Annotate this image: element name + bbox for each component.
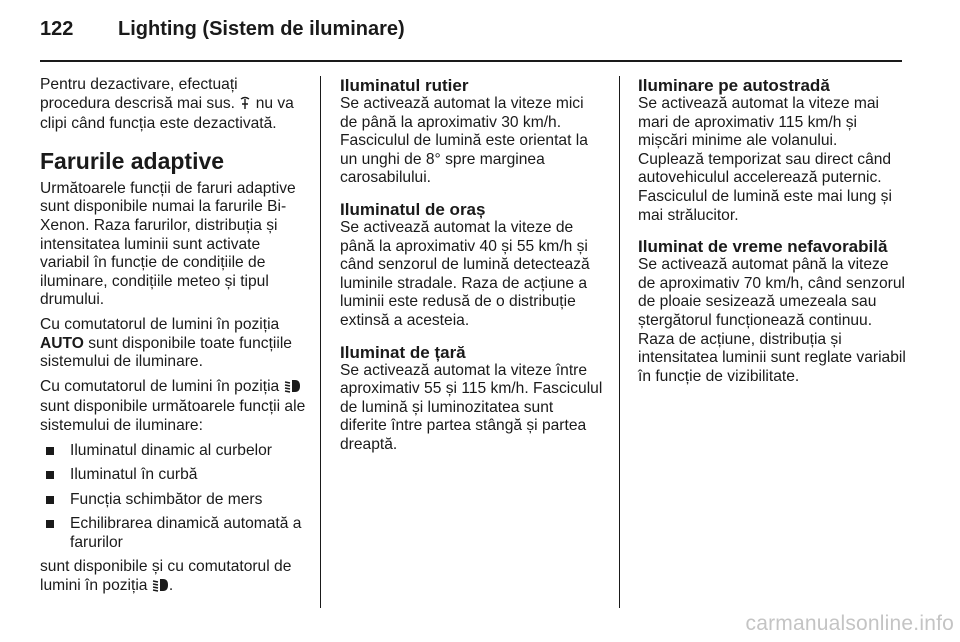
paragraph-country-lighting: Se activează automat la viteze între aproximativ 55 și 115 km/h. Fasciculul de lumină și luminozitatea sunt diferite între partea stângă și partea dreaptă. <box>340 361 603 453</box>
watermark: carmanualsonline.info <box>745 612 954 635</box>
page-number: 122 <box>40 18 74 40</box>
low-beam-icon <box>152 578 169 598</box>
subheading-road-lighting: Iluminatul rutier <box>340 76 469 95</box>
subheading-city-lighting: Iluminatul de oraș <box>340 199 486 219</box>
paragraph-auto-position: Cu comutatorul de lumini în poziția AUTO sunt disponibile toate funcțiile sistemului de iluminare. <box>40 315 292 371</box>
paragraph-adaptive-intro: Următoarele funcții de faruri adaptive sunt disponibile numai la farurile Bi-Xenon. Raza farurilor, distribuția și intensitatea luminii sunt activate variabil în funcție de condițiile de iluminare, condițiile meteo și tipul drumului. <box>40 179 296 309</box>
chapter-title: Lighting (Sistem de iluminare) <box>118 18 405 40</box>
paragraph-also-available: sunt disponibile și cu comutatorul de lumini în poziția . <box>40 558 308 597</box>
list-item: Funcția schimbător de mers <box>40 491 308 510</box>
subheading-bad-weather-lighting: Iluminat de vreme nefavorabilă <box>638 237 888 257</box>
low-beam-icon <box>284 379 301 399</box>
page-header <box>0 0 960 62</box>
list-item: Echilibrarea dinamică automată a farurilor <box>40 515 308 552</box>
list-item: Iluminatul dinamic al curbelor <box>40 442 308 461</box>
paragraph-road-lighting: Se activează automat la viteze mici de până la aproximativ 30 km/h. Fasciculul de lumină este orientat la un unghi de 8° spre marginea carosabilului. <box>340 95 588 187</box>
paragraph-motorway-lighting: Se activează automat la viteze mai mari de aproximativ 115 km/h și mișcări minime ale volanului. Cuplează temporizat sau direct când autovehiculul accelerează puternic. Fasciculul de lumină este mai lung și mai strălucitor. <box>638 95 892 224</box>
paragraph-low-beam-position: Cu comutatorul de lumini în poziția sunt disponibile următoarele funcții ale sistemului de iluminare: <box>40 377 306 434</box>
feature-list <box>40 442 308 553</box>
subheading-motorway-lighting: Iluminare pe autostradă <box>638 76 830 95</box>
paragraph-city-lighting: Se activează automat la viteze de până la aproximativ 40 și 55 km/h și când senzorul de lumină detectează luminile stradale. Raza de acțiune a luminii este redusă de o distribuție extinsă a acesteia. <box>340 218 590 329</box>
column-divider-2 <box>619 76 620 608</box>
column-divider-1 <box>320 76 321 608</box>
column-2 <box>340 76 604 461</box>
list-item: Iluminatul în curbă <box>40 466 308 485</box>
paragraph-deactivation: Pentru dezactivare, efectuați procedura descrisă mai sus. nu va clipi când funcția este dezactivată. <box>40 76 294 133</box>
section-heading-adaptive: Farurile adaptive <box>40 147 225 174</box>
auto-label: AUTO <box>40 334 84 352</box>
subheading-country-lighting: Iluminat de țară <box>340 342 466 362</box>
adaptive-light-warning-icon <box>239 96 251 116</box>
column-1 <box>40 76 308 604</box>
header-rule <box>40 60 902 62</box>
paragraph-bad-weather-lighting: Se activează automat până la viteze de aproximativ 70 km/h, când senzorul de ploaie sesizează umezeala sau ștergătorul funcționează continuu. Raza de acțiune, distribuția și intensitatea luminii sunt reglate variabil în funcție de vizibilitate. <box>638 256 906 385</box>
column-3 <box>638 76 906 392</box>
